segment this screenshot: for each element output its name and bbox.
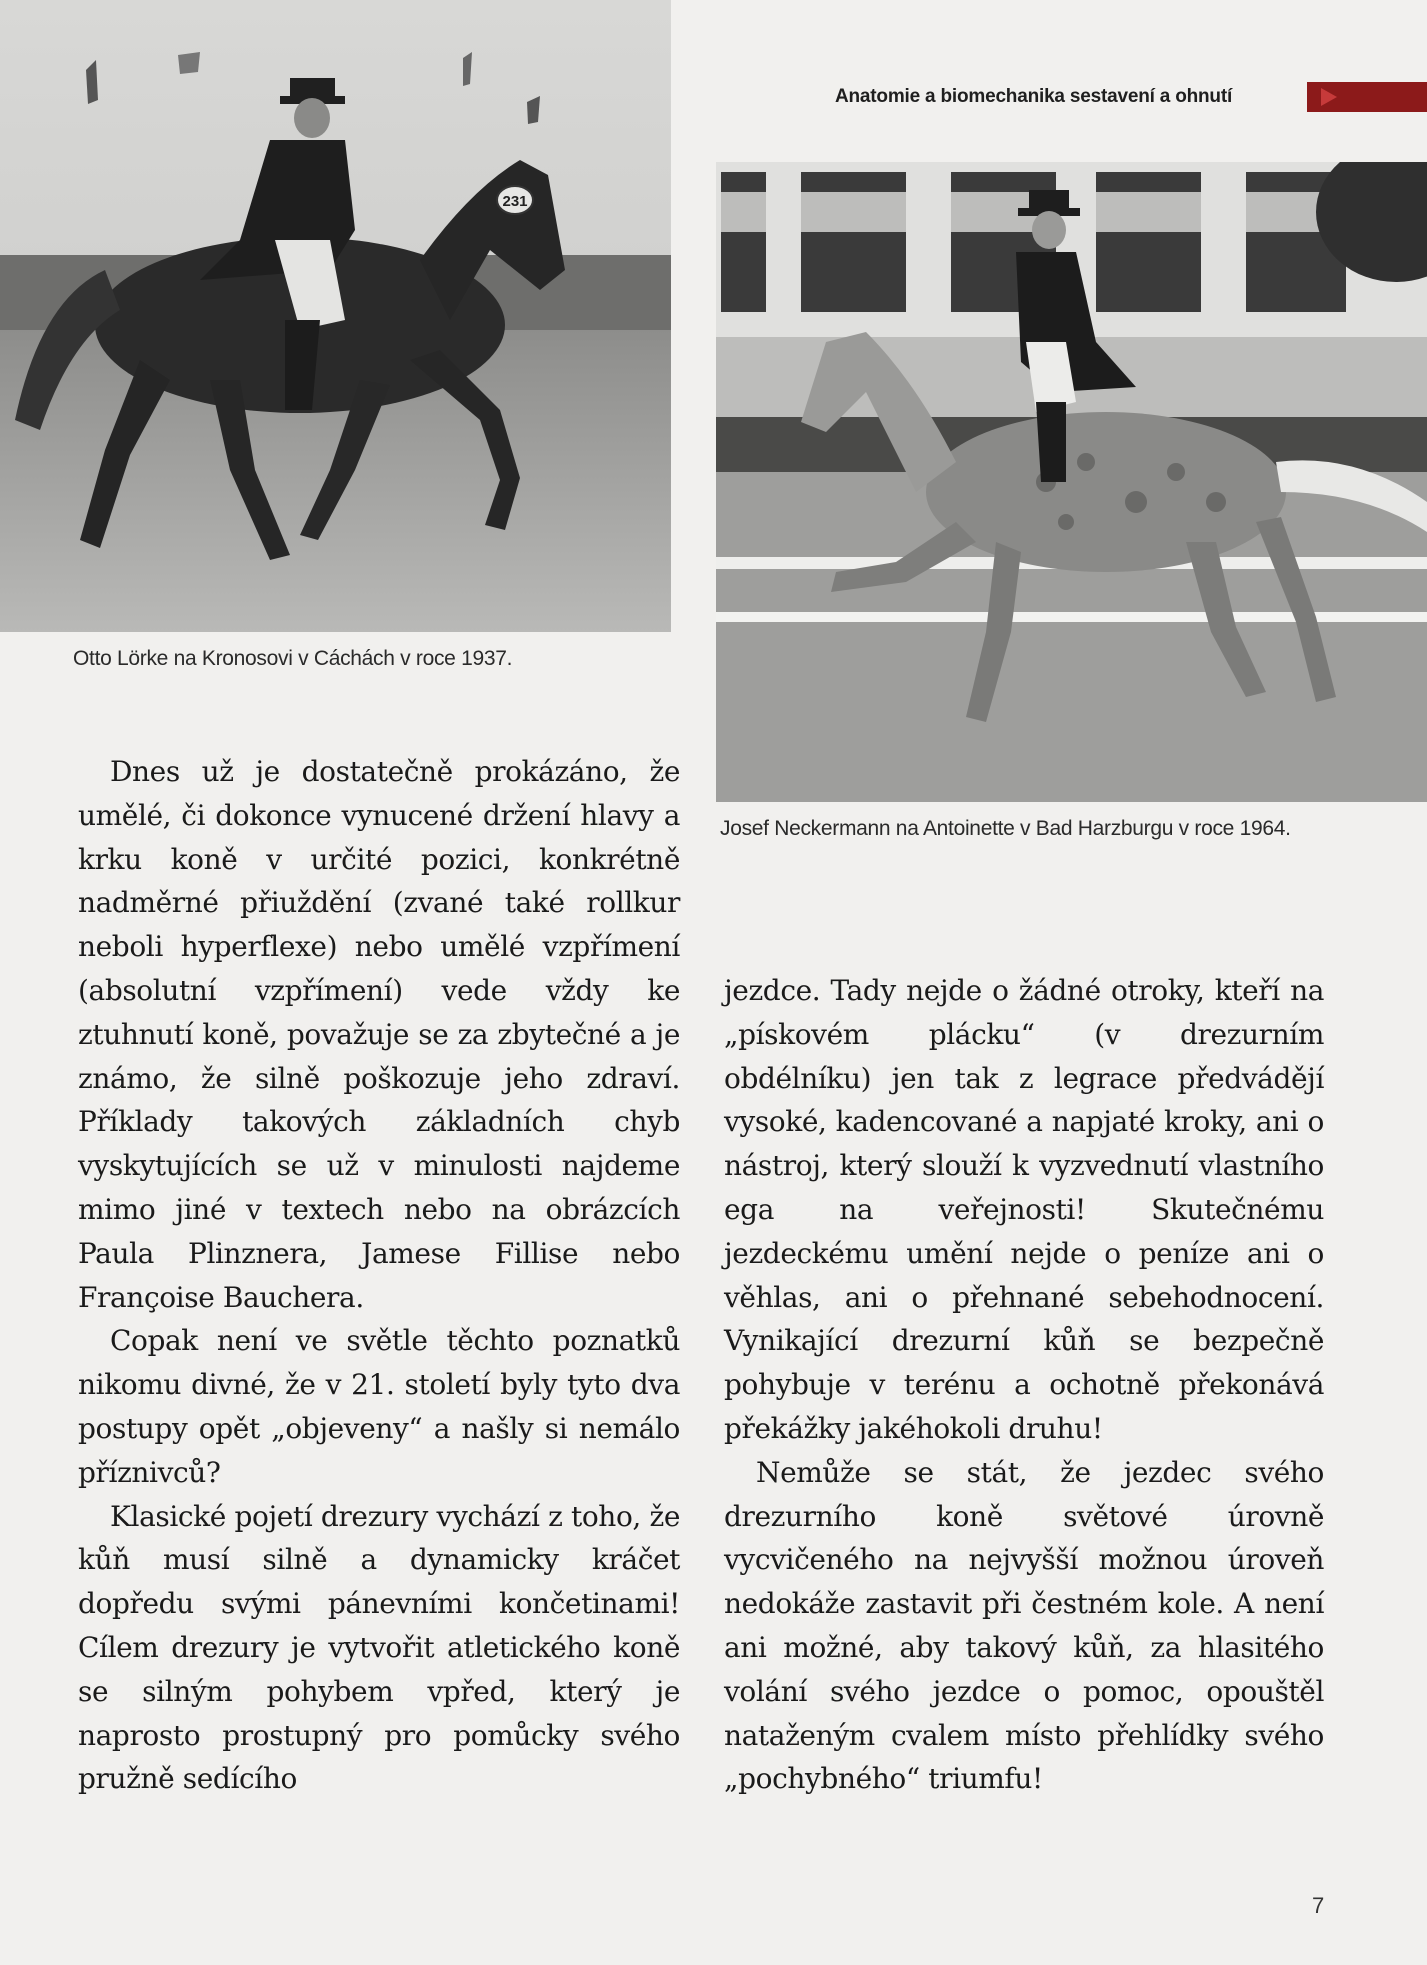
- caption-left: Otto Lörke na Kronosovi v Cáchách v roce 1937.: [73, 647, 513, 670]
- paragraph-left-1: Dnes už je dostatečně prokázáno, že umělé, či dokonce vynucené držení hlavy a krku koně v určité pozici, konkrétně nadměrné přiuždění (zvané také rollkur neboli hyperflexe) nebo umělé vzpřímení (absolutní vzpřímení) vede vždy ke ztuhnutí koně, považuje se za zbytečné a je známo, že silně poškozuje jeho zdraví. Příklady takových základních chyb vyskytujících se už v minulosti najdeme mimo jiné v textech nebo na obrázcích Paula Plinznera, Jamese Fillise nebo Françoise Bauchera.: [78, 755, 680, 1314]
- page-number: 7: [1312, 1893, 1325, 1918]
- paragraph-right-1: jezdce. Tady nejde o žádné otroky, kteří na „pískovém plácku“ (v drezurním obdélníku) jen tak z legrace předvádějí vysoké, kadencované a napjaté kroky, ani o nástroj, který slouží k vyzvednutí vlastního ega na veřejnosti! Skutečnému jezdeckému umění nejde o peníze ani o věhlas, ani o přehnané sebehodnocení. Vynikající drezurní kůň se bezpečně pohybuje v terénu a ochotně překonává překážky jakéhokoli druhu!: [724, 974, 1324, 1445]
- photo-josef-neckermann: [716, 162, 1427, 802]
- paragraph-left-2: Copak není ve světle těchto poznatků nikomu divné, že v 21. století byly tyto dva postupy opět „objeveny“ a našly si nemálo příznivců?: [78, 1324, 680, 1489]
- paragraph-left-3: Klasické pojetí drezury vychází z toho, že kůň musí silně a dynamicky kráčet dopředu svými pánevními končetinami! Cílem drezury je vytvořit atletického koně se silným pohybem vpřed, který je naprosto prostupný pro pomůcky svého pružně sedícího: [78, 1499, 680, 1796]
- body-column-left: [78, 750, 680, 1801]
- paragraph-right-2: Nemůže se stát, že jezdec svého drezurního koně světové úrovně vycvičeného na nejvyšší možnou úroveň nedokáže zastavit při čestném kole. A není ani možné, aby takový kůň, za hlasitého volání svého jezdce o pomoc, opouštěl nataženým cvalem místo přehlídky svého „pochybného“ triumfu!: [724, 1455, 1324, 1796]
- header-marker: [1307, 82, 1427, 112]
- bib-number-left: 231: [502, 193, 528, 210]
- body-column-right: [724, 969, 1324, 1801]
- photo-josef-neckermann-image: [716, 162, 1427, 802]
- photo-otto-lorke-image: [0, 0, 671, 632]
- photo-otto-lorke: [0, 0, 671, 632]
- caption-right: Josef Neckermann na Antoinette v Bad Harzburgu v roce 1964.: [720, 817, 1291, 840]
- running-header: Anatomie a biomechanika sestavení a ohnutí: [835, 86, 1233, 107]
- triangle-arrow-icon: [1321, 88, 1337, 106]
